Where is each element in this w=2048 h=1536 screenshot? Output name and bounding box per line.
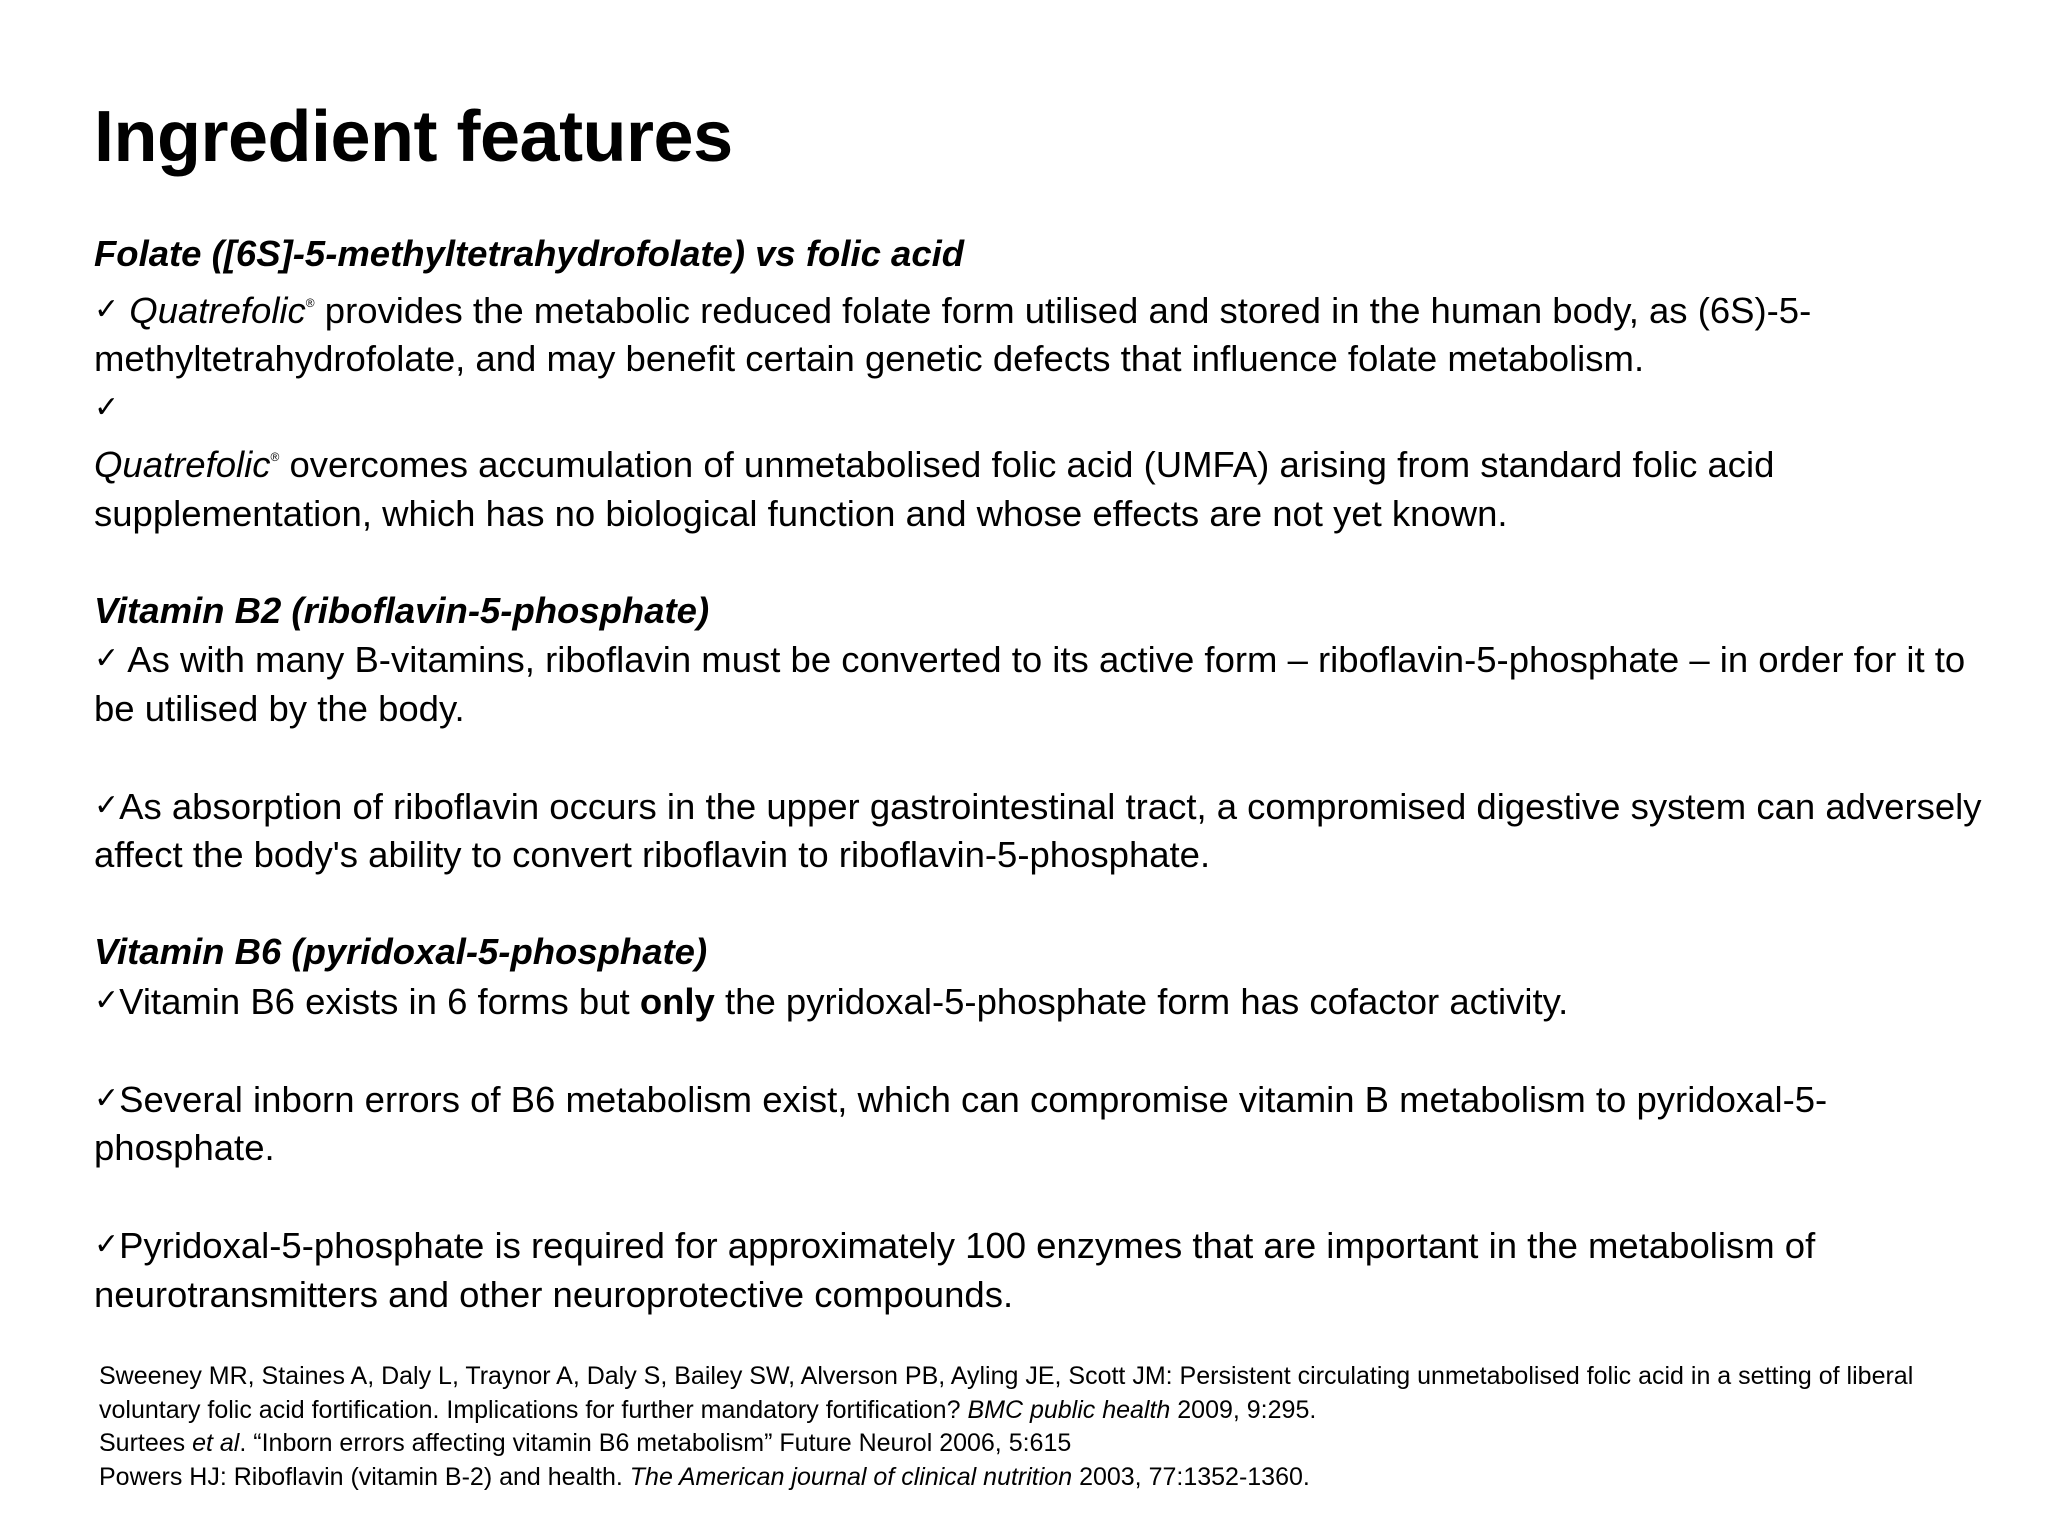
reference-3-text: Powers HJ: Riboflavin (vitamin B-2) and health. bbox=[99, 1462, 630, 1491]
reference-2-tail: . “Inborn errors affecting vitamin B6 metabolism” Future Neurol 2006, 5:615 bbox=[239, 1429, 1072, 1457]
brand-name: Quatrefolic bbox=[94, 444, 271, 485]
b2-point-1 bbox=[94, 635, 1994, 733]
b6-point-3 bbox=[94, 1221, 1994, 1319]
reference-1-text: Sweeney MR, Staines A, Daly L, Traynor A, Daly S, Bailey SW, Alverson PB, Ayling JE, Scott JM: Persistent circulating unmetabolised folic acid in a setting of liberal voluntary folic acid fortification. Implications for further mandatory fortification? bbox=[99, 1362, 1914, 1424]
registered-mark: ® bbox=[305, 295, 315, 310]
spacer bbox=[94, 733, 1994, 782]
b6-point-1-text-b: the pyridoxal-5-phosphate form has cofactor activity. bbox=[714, 980, 1569, 1022]
slide-body bbox=[94, 230, 1994, 1319]
checkmark-icon: ✓ bbox=[94, 1080, 120, 1116]
b6-heading: Vitamin B6 (pyridoxal-5-phosphate) bbox=[94, 931, 708, 972]
folate-point-2-check bbox=[94, 384, 1994, 434]
checkmark-icon: ✓ bbox=[94, 389, 120, 425]
b2-heading: Vitamin B2 (riboflavin-5-phosphate) bbox=[94, 589, 710, 631]
reference-1-tail: 2009, 9:295. bbox=[1170, 1395, 1317, 1424]
checkmark-icon: ✓ bbox=[94, 291, 120, 327]
checkmark-icon: ✓ bbox=[94, 982, 120, 1018]
spacer bbox=[94, 880, 1994, 929]
folate-point-2 bbox=[94, 433, 1994, 538]
checkmark-icon: ✓ bbox=[94, 1227, 120, 1262]
reference-2 bbox=[99, 1427, 1999, 1461]
b2-point-2-text: As absorption of riboflavin occurs in the upper gastrointestinal tract, a compromised digestive system can adversely affect the body's ability to convert riboflavin to riboflavin-5-phosphate. bbox=[94, 785, 1982, 875]
registered-mark: ® bbox=[270, 450, 280, 464]
reference-3 bbox=[99, 1461, 1999, 1495]
reference-1-journal: BMC public health bbox=[967, 1395, 1171, 1424]
spacer bbox=[94, 1173, 1994, 1222]
checkmark-icon: ✓ bbox=[94, 641, 120, 676]
spacer bbox=[94, 1026, 1994, 1075]
spacer bbox=[94, 538, 1994, 587]
folate-point-2-text: overcomes accumulation of unmetabolised folic acid (UMFA) arising from standard folic acid supplementation, which has no biological function and whose effects are not yet known. bbox=[94, 444, 1775, 534]
b6-point-1-text-a: Vitamin B6 exists in 6 forms but bbox=[119, 980, 640, 1022]
reference-3-journal: The American journal of clinical nutrition bbox=[629, 1462, 1073, 1491]
reference-1 bbox=[99, 1360, 1999, 1427]
b2-point-2 bbox=[94, 782, 1994, 880]
folate-point-1 bbox=[94, 279, 1994, 384]
brand-name: Quatrefolic bbox=[129, 289, 306, 331]
reference-3-tail: 2003, 77:1352-1360. bbox=[1072, 1462, 1310, 1491]
page-title: Ingredient features bbox=[94, 97, 733, 177]
folate-heading: Folate ([6S]-5-methyltetrahydrofolate) vs folic acid bbox=[94, 233, 965, 274]
folate-point-1-text: provides the metabolic reduced folate form utilised and stored in the human body, as (6S)-5-methyltetrahydrofolate, and may benefit certain genetic defects that influence folate metabolism. bbox=[94, 289, 1812, 379]
checkmark-icon: ✓ bbox=[94, 787, 120, 823]
b6-point-2-text: Several inborn errors of B6 metabolism exist, which can compromise vitamin B metabolism to pyridoxal-5-phosphate. bbox=[94, 1078, 1828, 1168]
b6-point-2 bbox=[94, 1075, 1994, 1173]
b6-point-3-text: Pyridoxal-5-phosphate is required for approximately 100 enzymes that are important in the metabolism of neurotransmitters and other neuroprotective compounds. bbox=[94, 1225, 1816, 1315]
b2-point-1-text: As with many B-vitamins, riboflavin must be converted to its active form – riboflavin-5-phosphate – in order for it to be utilised by the body. bbox=[94, 639, 1966, 729]
b6-point-1-emphasis: only bbox=[639, 980, 715, 1022]
b6-point-1 bbox=[94, 977, 1994, 1027]
reference-2-etal: et al bbox=[192, 1429, 240, 1457]
references bbox=[99, 1360, 1999, 1494]
reference-2-text: Surtees bbox=[99, 1429, 193, 1457]
